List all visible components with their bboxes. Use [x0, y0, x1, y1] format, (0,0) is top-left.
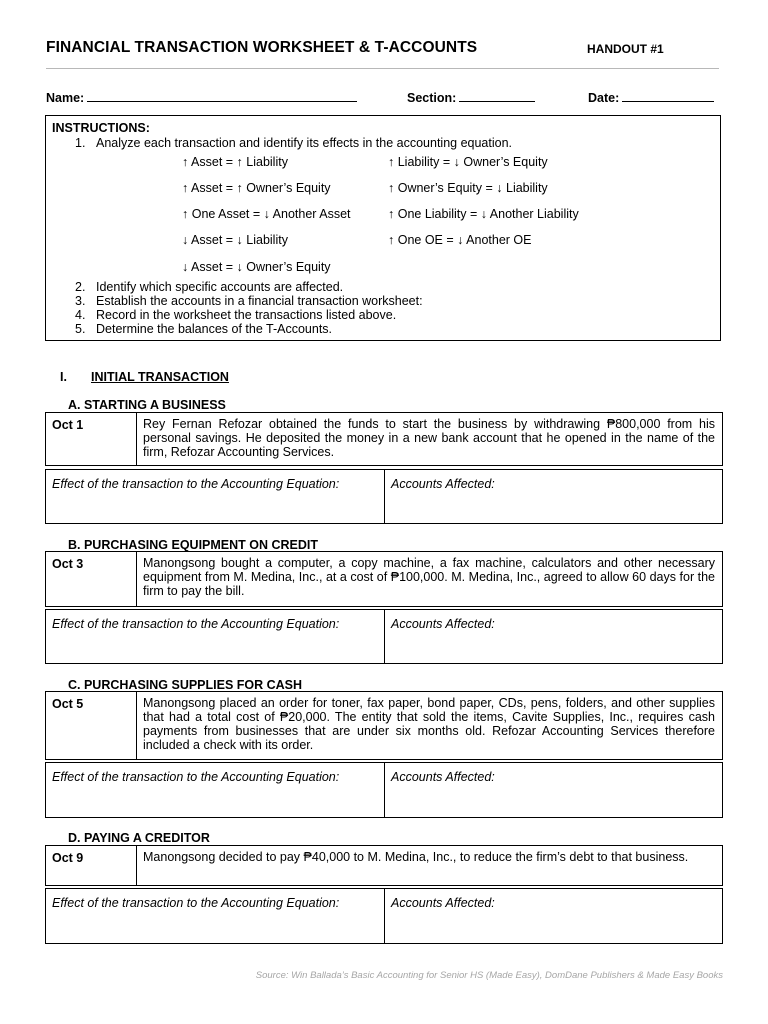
date-field[interactable] [588, 88, 714, 105]
effect-answer-cell[interactable]: Effect of the transaction to the Accounting Equation: [46, 763, 385, 817]
transaction-heading: D. PAYING A CREDITOR [68, 831, 210, 845]
section-label: Section: [407, 91, 457, 105]
transaction-date: Oct 5 [46, 692, 137, 759]
instructions-heading: INSTRUCTIONS: [52, 121, 150, 135]
transaction-row [45, 412, 723, 466]
source-citation: Source: Win Ballada’s Basic Accounting for Senior HS (Made Easy), DomDane Publishers & Made Easy Books [255, 970, 723, 981]
name-blank[interactable] [87, 88, 357, 102]
section-title: INITIAL TRANSACTION [91, 370, 229, 384]
effect-answer-cell[interactable]: Effect of the transaction to the Accounting Equation: [46, 470, 385, 523]
page-title: FINANCIAL TRANSACTION WORKSHEET & T-ACCOUNTS [46, 39, 478, 56]
effect-right: ↑ One OE = ↓ Another OE [388, 233, 532, 247]
transaction-date: Oct 3 [46, 552, 137, 606]
effect-left: ↓ Asset = ↓ Liability [182, 233, 288, 247]
transaction-description: Manongsong placed an order for toner, fax paper, bond paper, CDs, pens, folders, and other supplies that had a total cost of ₱20,000. The entity that sold the items, Cavite Supplies, Inc., requires cash payments from businesses that are under six months old. Refozar Accounting Services therefore included a check with its order. [143, 696, 715, 752]
handout-number: HANDOUT #1 [587, 42, 664, 56]
transaction-row [45, 551, 723, 607]
effect-left: ↑ One Asset = ↓ Another Asset [182, 207, 351, 221]
accounts-answer-cell[interactable]: Accounts Affected: [391, 477, 495, 491]
section-number: I. [60, 370, 67, 384]
effect-right: ↑ One Liability = ↓ Another Liability [388, 207, 579, 221]
effect-right: ↑ Owner’s Equity = ↓ Liability [388, 181, 548, 195]
transaction-description: Manongsong bought a computer, a copy machine, a fax machine, calculators and other necessary equipment from M. Medina, Inc., at a cost of ₱100,000. M. Medina, Inc., agreed to allow 60 days for the firm to pay the bill. [143, 556, 715, 598]
step-text: Record in the worksheet the transactions listed above. [96, 308, 397, 322]
effect-answer-cell[interactable]: Effect of the transaction to the Accounting Equation: [46, 889, 385, 943]
step-number: 4. [75, 308, 86, 322]
date-blank[interactable] [622, 88, 714, 102]
transaction-description: Manongsong decided to pay ₱40,000 to M. Medina, Inc., to reduce the firm’s debt to that business. [143, 850, 689, 864]
name-label: Name: [46, 91, 85, 105]
answer-row [45, 609, 723, 664]
step-text: Determine the balances of the T-Accounts. [96, 322, 333, 336]
transaction-heading: C. PURCHASING SUPPLIES FOR CASH [68, 678, 303, 692]
transaction-date: Oct 1 [46, 413, 137, 465]
transaction-date: Oct 9 [46, 846, 137, 885]
answer-row [45, 888, 723, 944]
transaction-heading: B. PURCHASING EQUIPMENT ON CREDIT [68, 538, 319, 552]
step-number: 2. [75, 280, 86, 294]
transaction-row [45, 691, 723, 760]
transaction-row [45, 845, 723, 886]
answer-row [45, 469, 723, 524]
accounts-answer-cell[interactable]: Accounts Affected: [391, 617, 495, 631]
effect-left: ↓ Asset = ↓ Owner’s Equity [182, 260, 331, 274]
effect-left: ↑ Asset = ↑ Owner’s Equity [182, 181, 331, 195]
step-number: 3. [75, 294, 86, 308]
effect-right: ↑ Liability = ↓ Owner’s Equity [388, 155, 548, 169]
accounts-answer-cell[interactable]: Accounts Affected: [391, 896, 495, 910]
section-field[interactable] [407, 88, 535, 105]
answer-row [45, 762, 723, 818]
step-number: 5. [75, 322, 86, 336]
header-divider [46, 68, 719, 69]
transaction-description: Rey Fernan Refozar obtained the funds to start the business by withdrawing ₱800,000 from his personal savings. He deposited the money in a new bank account that he opened in the name of the firm, Refozar Accounting Services. [143, 417, 715, 459]
step-text: Analyze each transaction and identify its effects in the accounting equation. [96, 136, 513, 150]
effect-left: ↑ Asset = ↑ Liability [182, 155, 288, 169]
section-blank[interactable] [459, 88, 535, 102]
step-text: Establish the accounts in a financial transaction worksheet: [96, 294, 423, 308]
accounts-answer-cell[interactable]: Accounts Affected: [391, 770, 495, 784]
date-label: Date: [588, 91, 620, 105]
step-number: 1. [75, 136, 86, 150]
step-text: Identify which specific accounts are affected. [96, 280, 344, 294]
effect-answer-cell[interactable]: Effect of the transaction to the Accounting Equation: [46, 610, 385, 663]
name-field[interactable] [46, 88, 357, 105]
transaction-heading: A. STARTING A BUSINESS [68, 398, 226, 412]
